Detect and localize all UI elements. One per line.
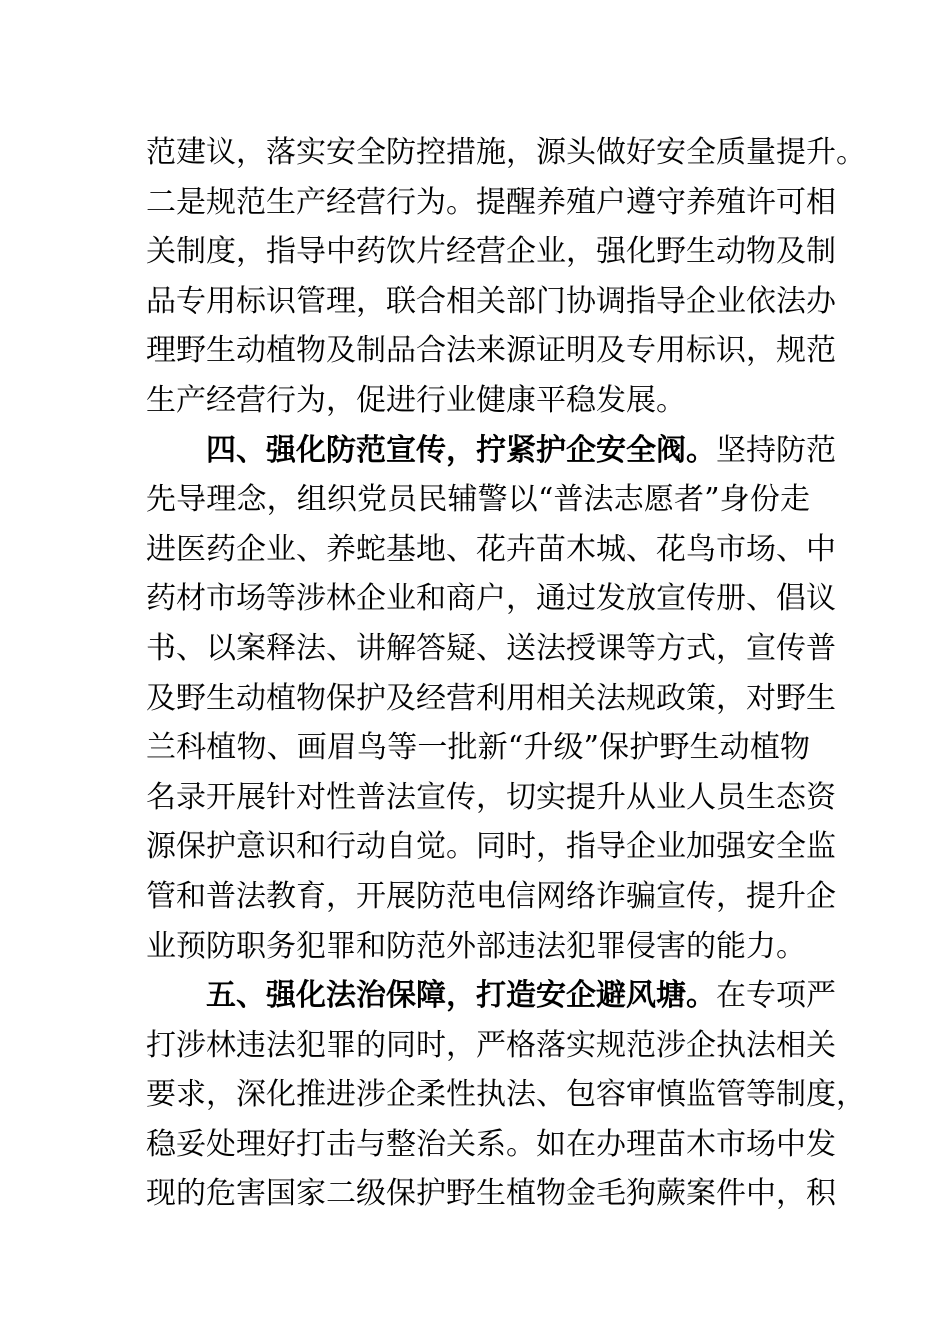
text-line: 药材市场等涉林企业和商户，通过发放宣传册、倡议 (146, 581, 836, 617)
paragraph-section-4 (146, 426, 836, 972)
text-line (146, 426, 836, 476)
text-line: 兰科植物、画眉鸟等一批新“升级”保护野生动植物 (146, 730, 810, 766)
text-line: 管和普法教育，开展防范电信网络诈骗宣传，提升企 (146, 878, 836, 914)
section-heading: 四、强化防范宣传，拧紧护企安全阀。 (206, 432, 716, 468)
text-line: 名录开展针对性普法宣传，切实提升从业人员生态资 (146, 779, 836, 815)
text-line: 理野生动植物及制品合法来源证明及专用标识，规范 (146, 333, 836, 369)
text-line: 进医药企业、养蛇基地、花卉苗木城、花鸟市场、中 (146, 531, 836, 567)
text-line: 品专用标识管理，联合相关部门协调指导企业依法办 (146, 283, 836, 319)
text-line (146, 971, 836, 1021)
text-line: 业预防职务犯罪和防范外部违法犯罪侵害的能力。 (146, 928, 806, 964)
text-line: 范建议，落实安全防控措施，源头做好安全质量提升。 (146, 135, 866, 170)
text-line: 生产经营行为，促进行业健康平稳发展。 (146, 382, 686, 418)
paragraph-section-5 (146, 971, 866, 1219)
text-line: 现的危害国家二级保护野生植物金毛狗蕨案件中，积 (146, 1176, 836, 1212)
section-heading: 五、强化法治保障，打造安企避风塘。 (206, 978, 716, 1014)
heading-tail-text: 坚持防范 (716, 432, 836, 468)
text-line: 稳妥处理好打击与整治关系。如在办理苗木市场中发 (146, 1126, 836, 1162)
heading-tail-text: 在专项严 (716, 978, 836, 1014)
text-line: 要求，深化推进涉企柔性执法、包容审慎监管等制度， (146, 1077, 866, 1113)
text-line: 打涉林违法犯罪的同时，严格落实规范涉企执法相关 (146, 1027, 836, 1063)
text-line: 二是规范生产经营行为。提醒养殖户遵守养殖许可相 (146, 184, 836, 220)
text-line: 关制度，指导中药饮片经营企业，强化野生动物及制 (146, 234, 836, 270)
text-line: 书、以案释法、讲解答疑、送法授课等方式，宣传普 (146, 630, 836, 666)
text-line: 及野生动植物保护及经营利用相关法规政策，对野生 (146, 680, 836, 716)
body-text (146, 128, 866, 1219)
paragraph-continuation (146, 128, 866, 426)
text-line: 源保护意识和行动自觉。同时，指导企业加强安全监 (146, 829, 836, 865)
text-line: 先导理念，组织党员民辅警以“普法志愿者”身份走 (146, 482, 810, 518)
